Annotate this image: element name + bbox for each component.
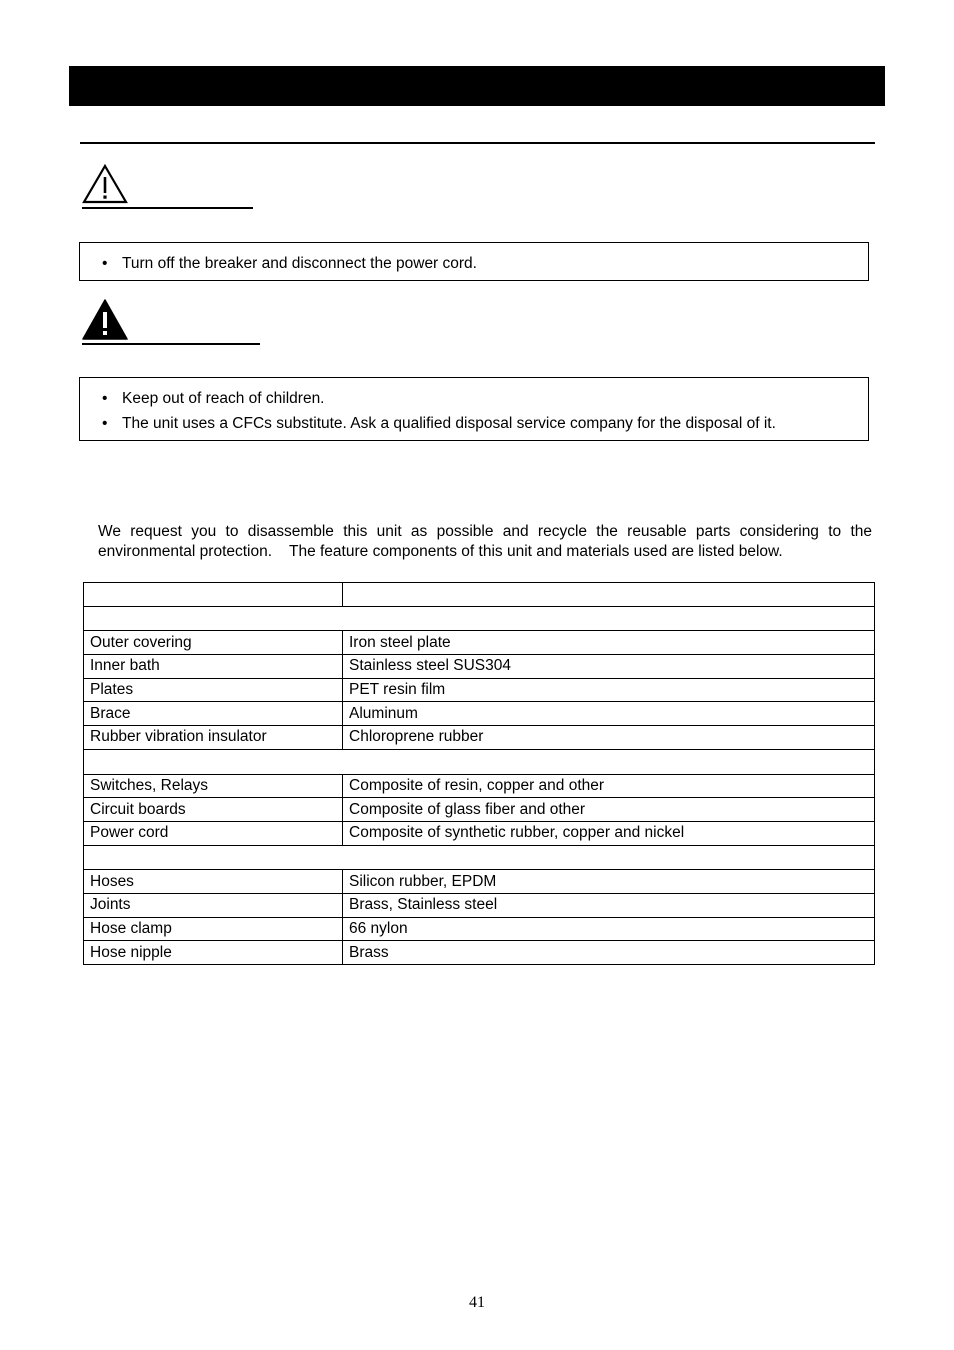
group-row — [84, 606, 875, 631]
material-cell: Iron steel plate — [343, 631, 875, 655]
parts-material-table — [83, 582, 875, 965]
component-cell: Hose clamp — [84, 917, 343, 941]
list-item: • The unit uses a CFCs substitute. Ask a qualified disposal service company for the disposal of it. — [122, 411, 868, 436]
group-cell — [84, 749, 875, 774]
table-row — [84, 774, 875, 798]
component-cell: Inner bath — [84, 655, 343, 679]
material-cell: Stainless steel SUS304 — [343, 655, 875, 679]
warning-filled-icon — [82, 299, 128, 341]
material-cell: Silicon rubber, EPDM — [343, 870, 875, 894]
warning-underline — [82, 207, 253, 209]
list-item: • Turn off the breaker and disconnect the power cord. — [122, 251, 868, 276]
table-row — [84, 655, 875, 679]
caution-underline — [82, 343, 260, 345]
group-cell — [84, 845, 875, 870]
page-number: 41 — [469, 1294, 485, 1311]
warning-list — [80, 251, 868, 276]
component-cell: Joints — [84, 893, 343, 917]
table-row — [84, 702, 875, 726]
component-cell: Hoses — [84, 870, 343, 894]
group-row — [84, 845, 875, 870]
table-row — [84, 917, 875, 941]
warning-outline-icon — [82, 164, 128, 204]
header-bar — [69, 66, 885, 106]
warning-notice-box — [79, 242, 869, 281]
material-cell: Brass — [343, 941, 875, 965]
group-cell — [84, 606, 875, 631]
list-item: • Keep out of reach of children. — [122, 386, 868, 411]
table-row — [84, 631, 875, 655]
component-cell: Circuit boards — [84, 798, 343, 822]
table-row — [84, 893, 875, 917]
material-cell: Composite of resin, copper and other — [343, 774, 875, 798]
section-rule — [80, 142, 875, 144]
component-cell: Rubber vibration insulator — [84, 726, 343, 750]
table-row — [84, 678, 875, 702]
material-cell: 66 nylon — [343, 917, 875, 941]
material-cell: Aluminum — [343, 702, 875, 726]
material-cell: Composite of synthetic rubber, copper and nickel — [343, 821, 875, 845]
component-cell: Power cord — [84, 821, 343, 845]
table-row — [84, 870, 875, 894]
caution-notice-box — [79, 377, 869, 441]
group-row — [84, 749, 875, 774]
intro-paragraph: We request you to disassemble this unit as possible and recycle the reusable parts considering to the environmental protection. The feature components of this unit and materials used are listed below. — [98, 523, 872, 560]
table-row — [84, 798, 875, 822]
table-header-row — [84, 583, 875, 607]
table-row — [84, 821, 875, 845]
component-cell: Brace — [84, 702, 343, 726]
component-cell: Plates — [84, 678, 343, 702]
component-cell: Outer covering — [84, 631, 343, 655]
table-header-cell — [343, 583, 875, 607]
component-cell: Hose nipple — [84, 941, 343, 965]
table-row — [84, 941, 875, 965]
table-row — [84, 726, 875, 750]
caution-list — [80, 386, 868, 436]
material-cell: Chloroprene rubber — [343, 726, 875, 750]
material-cell: Brass, Stainless steel — [343, 893, 875, 917]
material-cell: PET resin film — [343, 678, 875, 702]
material-cell: Composite of glass fiber and other — [343, 798, 875, 822]
table-header-cell — [84, 583, 343, 607]
component-cell: Switches, Relays — [84, 774, 343, 798]
